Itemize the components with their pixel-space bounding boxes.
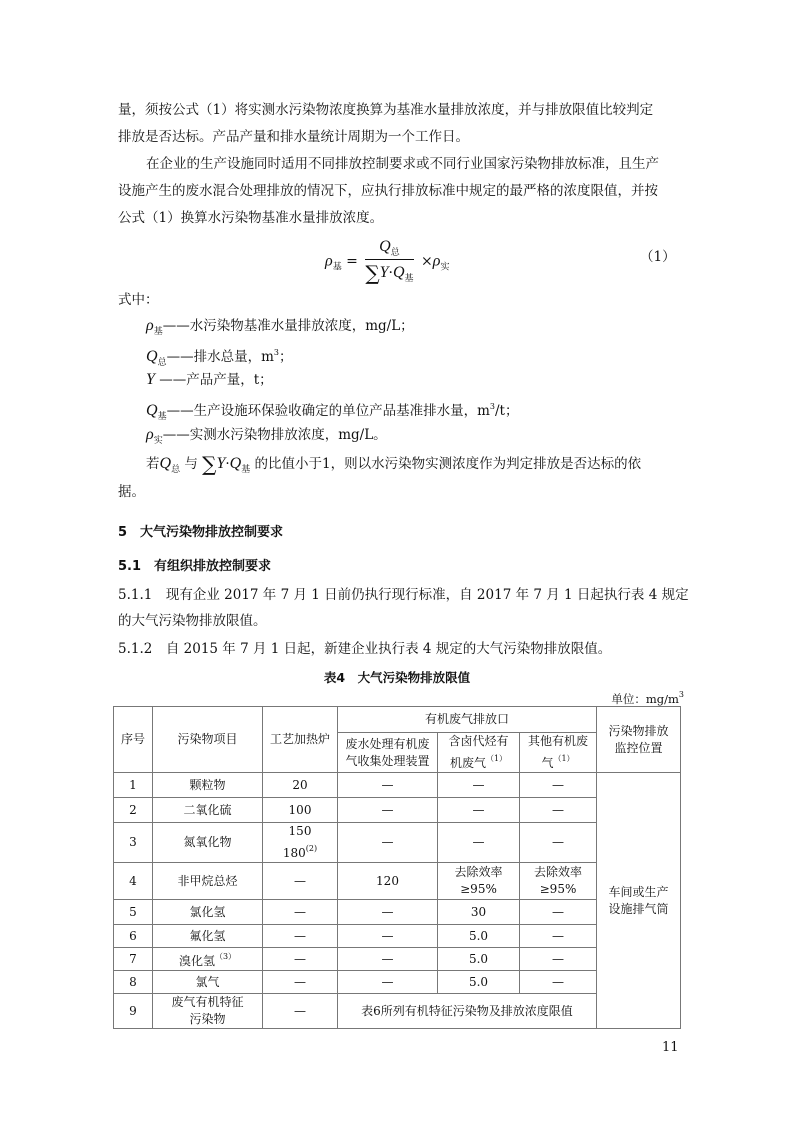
header-halo: 含卤代烃有机废气$^{(1)}$ xyxy=(438,733,520,773)
q-symbol: Q xyxy=(379,238,391,255)
clause: 的大气污染物排放限值。 xyxy=(118,613,267,629)
header-organic: 有机废气排放口 xyxy=(338,707,597,733)
subscript: 总 xyxy=(390,248,400,258)
times: × xyxy=(421,253,433,270)
header-monitor: 污染物排放监控位置 xyxy=(597,707,681,773)
table-row: 8 氯气 — — 5.0 — xyxy=(114,971,681,994)
paragraph-line: 量，须按公式（1）将实测水污染物浓度换算为基准水量排放浓度，并与排放限值比较判定 xyxy=(118,102,654,118)
sigma: ∑ xyxy=(365,261,380,285)
table-row: 2 二氧化硫 100 — — — xyxy=(114,798,681,823)
table-row: 6 氟化氢 — — 5.0 — xyxy=(114,925,681,948)
subscript: 基 xyxy=(332,262,342,273)
header-wastewater: 废水处理有机废气收集处理装置 xyxy=(338,733,438,773)
definition: $\rho_实——$实测水污染物排放浓度，mg/L。 xyxy=(146,426,387,446)
monitor-location: 车间或生产设施排气筒 xyxy=(597,773,681,1029)
table-header-row xyxy=(114,707,681,733)
table-unit: 单位：$mg/m^3$ xyxy=(611,690,684,706)
subscript: 实 xyxy=(440,262,450,273)
clause: 5.1.2 自 2015 年 7 月 1 日起，新建企业执行表 4 规定的大气污染物排放限值。 xyxy=(118,641,612,657)
paragraph-line: 排放是否达标。产品产量和排水量统计周期为一个工作日。 xyxy=(118,129,469,145)
subscript: 基 xyxy=(404,274,414,284)
definition: $Q_基——$生产设施环保验收确定的单位产品基准排水量，$m^3/t$； xyxy=(146,402,519,422)
table-row: 9 废气有机特征污染物 — 表6所列有机特征污染物及排放浓度限值 xyxy=(114,994,681,1029)
dot: · xyxy=(388,265,393,281)
y-symbol: Y xyxy=(379,264,389,281)
table-row: 3 氮氧化物 150 180$^{(2)}$ — — — xyxy=(114,823,681,863)
table-title: 表4 大气污染物排放限值 xyxy=(323,670,471,685)
paragraph-line: 据。 xyxy=(118,484,145,500)
paragraph-line: 设施产生的废水混合处理排放的情况下，应执行排放标准中规定的最严格的浓度限值，并按 xyxy=(118,183,658,199)
definition: Y ——产品产量，t； xyxy=(146,371,273,388)
clause: 5.1.1 现有企业 2017 年 7 月 1 日前仍执行现行标准，自 2017 年 7 月 1 日起执行表 4 规定 xyxy=(118,587,689,603)
paragraph-line: 若$Q_总$ 与 $\sum Y\cdot Q_基$ 的比值小于1，则以水污染物实测浓度作为判定排放是否达标的依 xyxy=(146,452,642,476)
where-label: 式中： xyxy=(118,292,159,308)
table-row: 5 氯化氢 — — 30 — xyxy=(114,900,681,925)
paragraph-line: 在企业的生产设施同时适用不同排放控制要求或不同行业国家污染物排放标准，且生产 xyxy=(146,156,659,172)
table-row: 1 颗粒物 20 — — — 车间或生产设施排气筒 xyxy=(114,773,681,798)
formula-number: （1） xyxy=(640,249,676,265)
table-row: 4 非甲烷总烃 — 120 去除效率≥95% 去除效率≥95% xyxy=(114,863,681,900)
rho-symbol: ρ xyxy=(432,252,441,270)
header-furnace: 工艺加热炉 xyxy=(263,707,338,773)
header-item: 污染物项目 xyxy=(153,707,263,773)
definition: $Q_总——$排水总量，$m^3$； xyxy=(146,348,293,368)
formula-1 xyxy=(325,238,449,286)
definition: $\rho_基——$水污染物基准水量排放浓度，mg/L； xyxy=(146,317,414,337)
emission-limits-table xyxy=(113,706,681,1029)
equals: = xyxy=(346,253,358,270)
paragraph-line: 公式（1）换算水污染物基准水量排放浓度。 xyxy=(118,210,384,226)
q-symbol: Q xyxy=(392,264,405,281)
header-other: 其他有机废气$^{(1)}$ xyxy=(520,733,597,773)
table-row: 7 溴化氢$^{(3)}$ — — 5.0 — xyxy=(114,948,681,971)
header-no: 序号 xyxy=(114,707,153,773)
subsection-heading: 5.1 有组织排放控制要求 xyxy=(118,559,272,574)
rho-symbol: ρ xyxy=(325,252,333,270)
section-heading: 5 大气污染物排放控制要求 xyxy=(118,525,284,540)
page-number: 11 xyxy=(662,1040,679,1055)
fraction xyxy=(365,238,413,285)
